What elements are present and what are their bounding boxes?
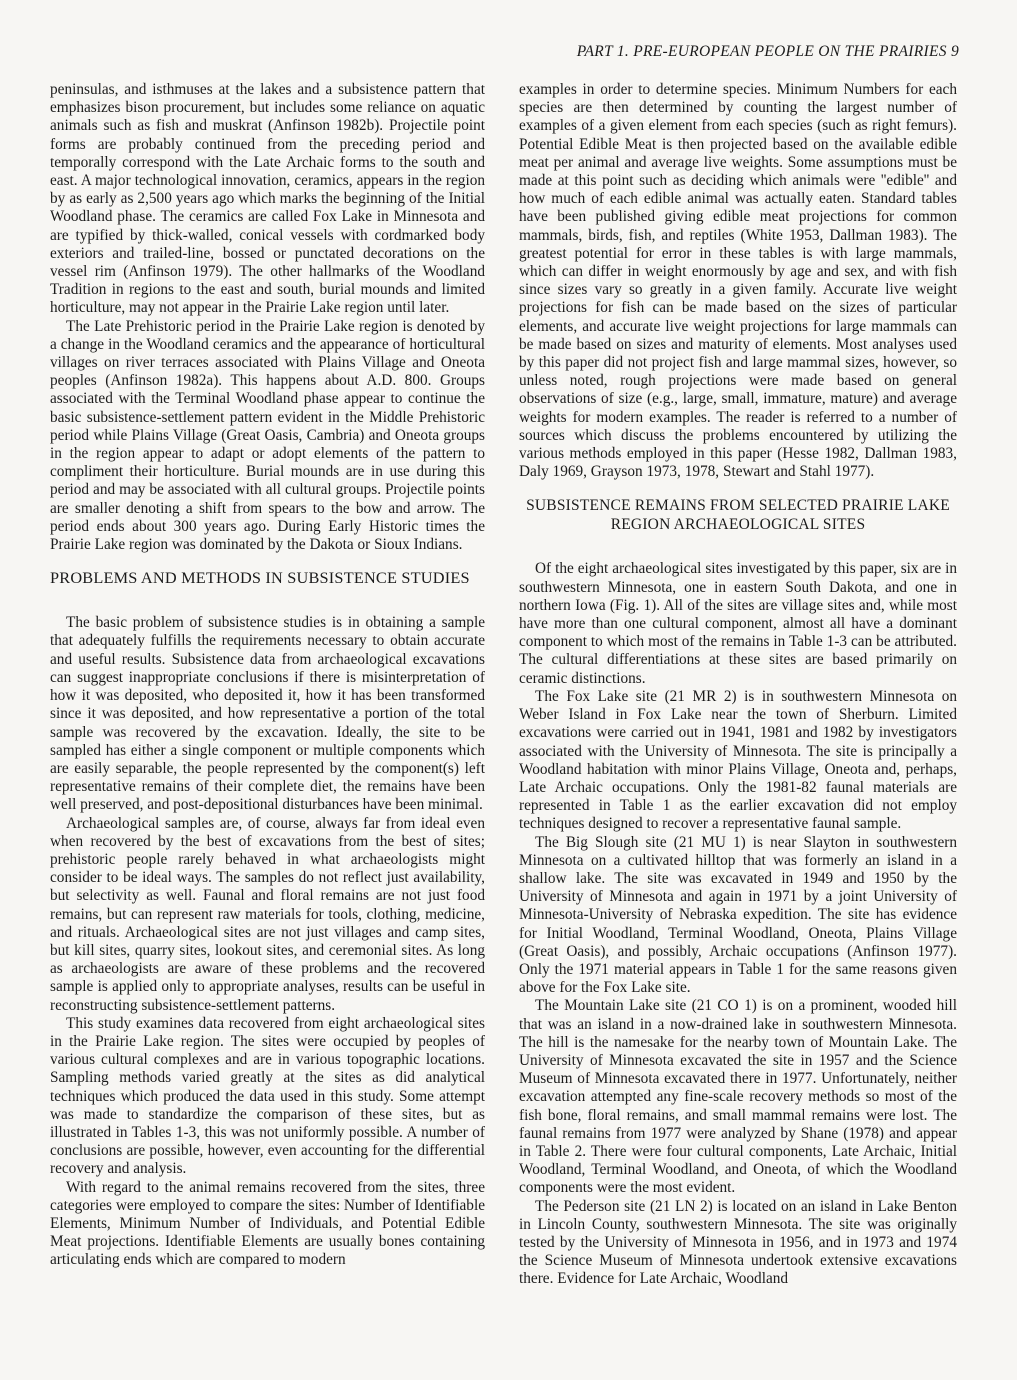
left-paragraph-3: The basic problem of subsistence studies is in obtaining a sample that adequately fulfills the requirements necessary to obtain accurate and useful results. Subsistence data from archaeological excavations can suggest inappropriate conclusions if there is misinterpretation of how it was deposited, who deposited it, how it has been transformed since it was deposited, and how representative a portion of the total sample was recovered by the excavation. Ideally, the site to be sampled has either a single component or multiple components which are easily separable, the people represented by the component(s) left representative remains of their complete diet, the remains have been well preserved, and post-depositional disturbances have been minimal. bbox=[50, 614, 485, 814]
right-paragraph-4: The Big Slough site (21 MU 1) is near Slayton in southwestern Minnesota on a cultivated hilltop that was formerly an island in a shallow lake. The site was excavated in 1949 and 1950 by the University of Minnesota and again in 1971 by a joint University of Minnesota-University of Nebraska expedition. The site has evidence for Initial Woodland, Terminal Woodland, Oneota, Plains Village (Great Oasis), and possibly, Archaic occupations (Anfinson 1977). Only the 1971 material appears in Table 1 for the same reasons given above for the Fox Lake site. bbox=[519, 833, 957, 997]
running-head: PART 1. PRE-EUROPEAN PEOPLE ON THE PRAIRIES 9 bbox=[576, 43, 959, 60]
right-paragraph-2: Of the eight archaeological sites investigated by this paper, six are in southwestern Minnesota, one in eastern South Dakota, and one in northern Iowa (Fig. 1). All of the sites are village sites and, while most have more than one cultural component, almost all have a dominant component to which most of the remains in Table 1-3 can be attributed. The cultural differentiations at these sites are based primarily on ceramic distinctions. bbox=[519, 560, 957, 687]
left-paragraph-4: Archaeological samples are, of course, always far from ideal even when recovered by the best of excavations from the best of sites; prehistoric people rarely behaved in what archaeologists might consider to be ideal ways. The samples do not reflect just availability, but selectivity as well. Faunal and floral remains are not just food remains, but can represent raw materials for tools, clothing, medicine, and rituals. Archaeological sites are not just villages and camp sites, but kill sites, quarry sites, lookout sites, and ceremonial sites. As long as archaeologists are aware of these problems and the recovered sample is applied only to appropriate analyses, results can be useful in reconstructing subsistence-settlement patterns. bbox=[50, 814, 485, 1014]
right-paragraph-3: The Fox Lake site (21 MR 2) is in southwestern Minnesota on Weber Island in Fox Lake near the town of Sherburn. Limited excavations were carried out in 1941, 1981 and 1982 by investigators associated with the University of Minnesota. The site is principally a Woodland habitation with minor Plains Village, Oneota and, perhaps, Late Archaic occupations. Only the 1981-82 faunal materials are represented in Table 1 as the earlier excavation did not employ techniques designed to recover a representative faunal sample. bbox=[519, 687, 957, 833]
left-paragraph-6: With regard to the animal remains recovered from the sites, three categories were employed to compare the sites: Number of Identifiable Elements, Minimum Number of Individuals, and Potential Edible Meat projections. Identifiable Elements are usually bones containing articulating ends which are compared to modern bbox=[50, 1178, 485, 1269]
left-column bbox=[50, 81, 485, 1270]
section-heading-subsistence-remains: SUBSISTENCE REMAINS FROM SELECTED PRAIRIE LAKE REGION ARCHAEOLOGICAL SITES bbox=[526, 497, 950, 533]
left-paragraph-1: peninsulas, and isthmuses at the lakes and a subsistence pattern that emphasizes bison procurement, but includes some reliance on aquatic animals such as fish and muskrat (Anfinson 1982b). Projectile point forms are probably continued from the preceding period and temporally correspond with the Late Archaic forms to the south and east. A major technological innovation, ceramics, appears in the region by as early as 2,500 years ago which marks the beginning of the Initial Woodland phase. The ceramics are called Fox Lake in Minnesota and are typified by thick-walled, conical vessels with cordmarked body exteriors and trailed-line, bossed or punctated decorations on the vessel rim (Anfinson 1979). The other hallmarks of the Woodland Tradition in regions to the east and south, burial mounds and limited horticulture, may not appear in the Prairie Lake region until later. bbox=[50, 81, 485, 317]
right-paragraph-1: examples in order to determine species. Minimum Numbers for each species are then determined by counting the largest number of examples of a given element from each species (such as right femurs). Potential Edible Meat is then projected based on the available edible meat per animal and average live weights. Some assumptions must be made at this point such as deciding which animals were ''edible'' and how much of each edible animal was actually eaten. Standard tables have been published giving edible meat projections for common mammals, birds, fish, and reptiles (White 1953, Dallman 1983). The greatest potential for error in these tables is with large mammals, which can differ in weight enormously by age and sex, and with fish since sizes vary so greatly in a given family. Accurate live weight projections for fish can be made based on the sizes of particular elements, and accurate live weight projections for large mammals can be made based on sizes and maturity of elements. Most analyses used by this paper did not project fish and large mammal sizes, however, so unless noted, rough projections were made based on general observations of size (e.g., large, small, immature, mature) and average weights for modern examples. The reader is referred to a number of sources which discuss the problems encountered by utilizing the various methods employed in this paper (Hesse 1982, Dallman 1983, Daly 1969, Grayson 1973, 1978, Stewart and Stahl 1977). bbox=[519, 81, 957, 481]
section-heading-problems-methods: PROBLEMS AND METHODS IN SUBSISTENCE STUDIES bbox=[50, 568, 470, 588]
left-paragraph-2: The Late Prehistoric period in the Prairie Lake region is denoted by a change in the Woodland ceramics and the appearance of horticultural villages on river terraces associated with Plains Village and Oneota peoples (Anfinson 1982a). This happens about A.D. 800. Groups associated with the Terminal Woodland phase appear to continue the basic subsistence-settlement pattern evident in the Middle Prehistoric period while Plains Village (Great Oasis, Cambria) and Oneota groups in the region appear to adapt or adopt elements of the pattern to compliment their horticulture. Burial mounds are in use during this period and may be associated with all cultural groups. Projectile points are smaller denoting a shift from spears to the bow and arrow. The period ends about 300 years ago. During Early Historic times the Prairie Lake region was dominated by the Dakota or Sioux Indians. bbox=[50, 317, 485, 554]
right-paragraph-5: The Mountain Lake site (21 CO 1) is on a prominent, wooded hill that was an island in a now-drained lake in southwestern Minnesota. The hill is the namesake for the nearby town of Mountain Lake. The University of Minnesota excavated the site in 1957 and the Science Museum of Minnesota excavated there in 1977. Unfortunately, neither excavation attempted any fine-scale recovery methods so most of the fish bone, floral remains, and small mammal remains were lost. The faunal remains from 1977 were analyzed by Shane (1978) and appear in Table 2. There were four cultural components, Late Archaic, Initial Woodland, Terminal Woodland, and Oneota, of which the Woodland components were the most evident. bbox=[519, 997, 957, 1197]
right-column bbox=[519, 81, 957, 1289]
right-paragraph-6: The Pederson site (21 LN 2) is located on an island in Lake Benton in Lincoln County, southwestern Minnesota. The site was originally tested by the University of Minnesota in 1956, and in 1973 and 1974 the Science Museum of Minnesota undertook extensive excavations there. Evidence for Late Archaic, Woodland bbox=[519, 1197, 957, 1288]
left-paragraph-5: This study examines data recovered from eight archaeological sites in the Prairie Lake region. The sites were occupied by peoples of various cultural complexes and are in various topographic locations. Sampling methods varied greatly at the sites as did analytical techniques which produced the data used in this study. Some attempt was made to standardize the comparison of these sites, but as illustrated in Tables 1-3, this was not uniformly possible. A number of conclusions are possible, however, even accounting for the differential recovery and analysis. bbox=[50, 1014, 485, 1178]
